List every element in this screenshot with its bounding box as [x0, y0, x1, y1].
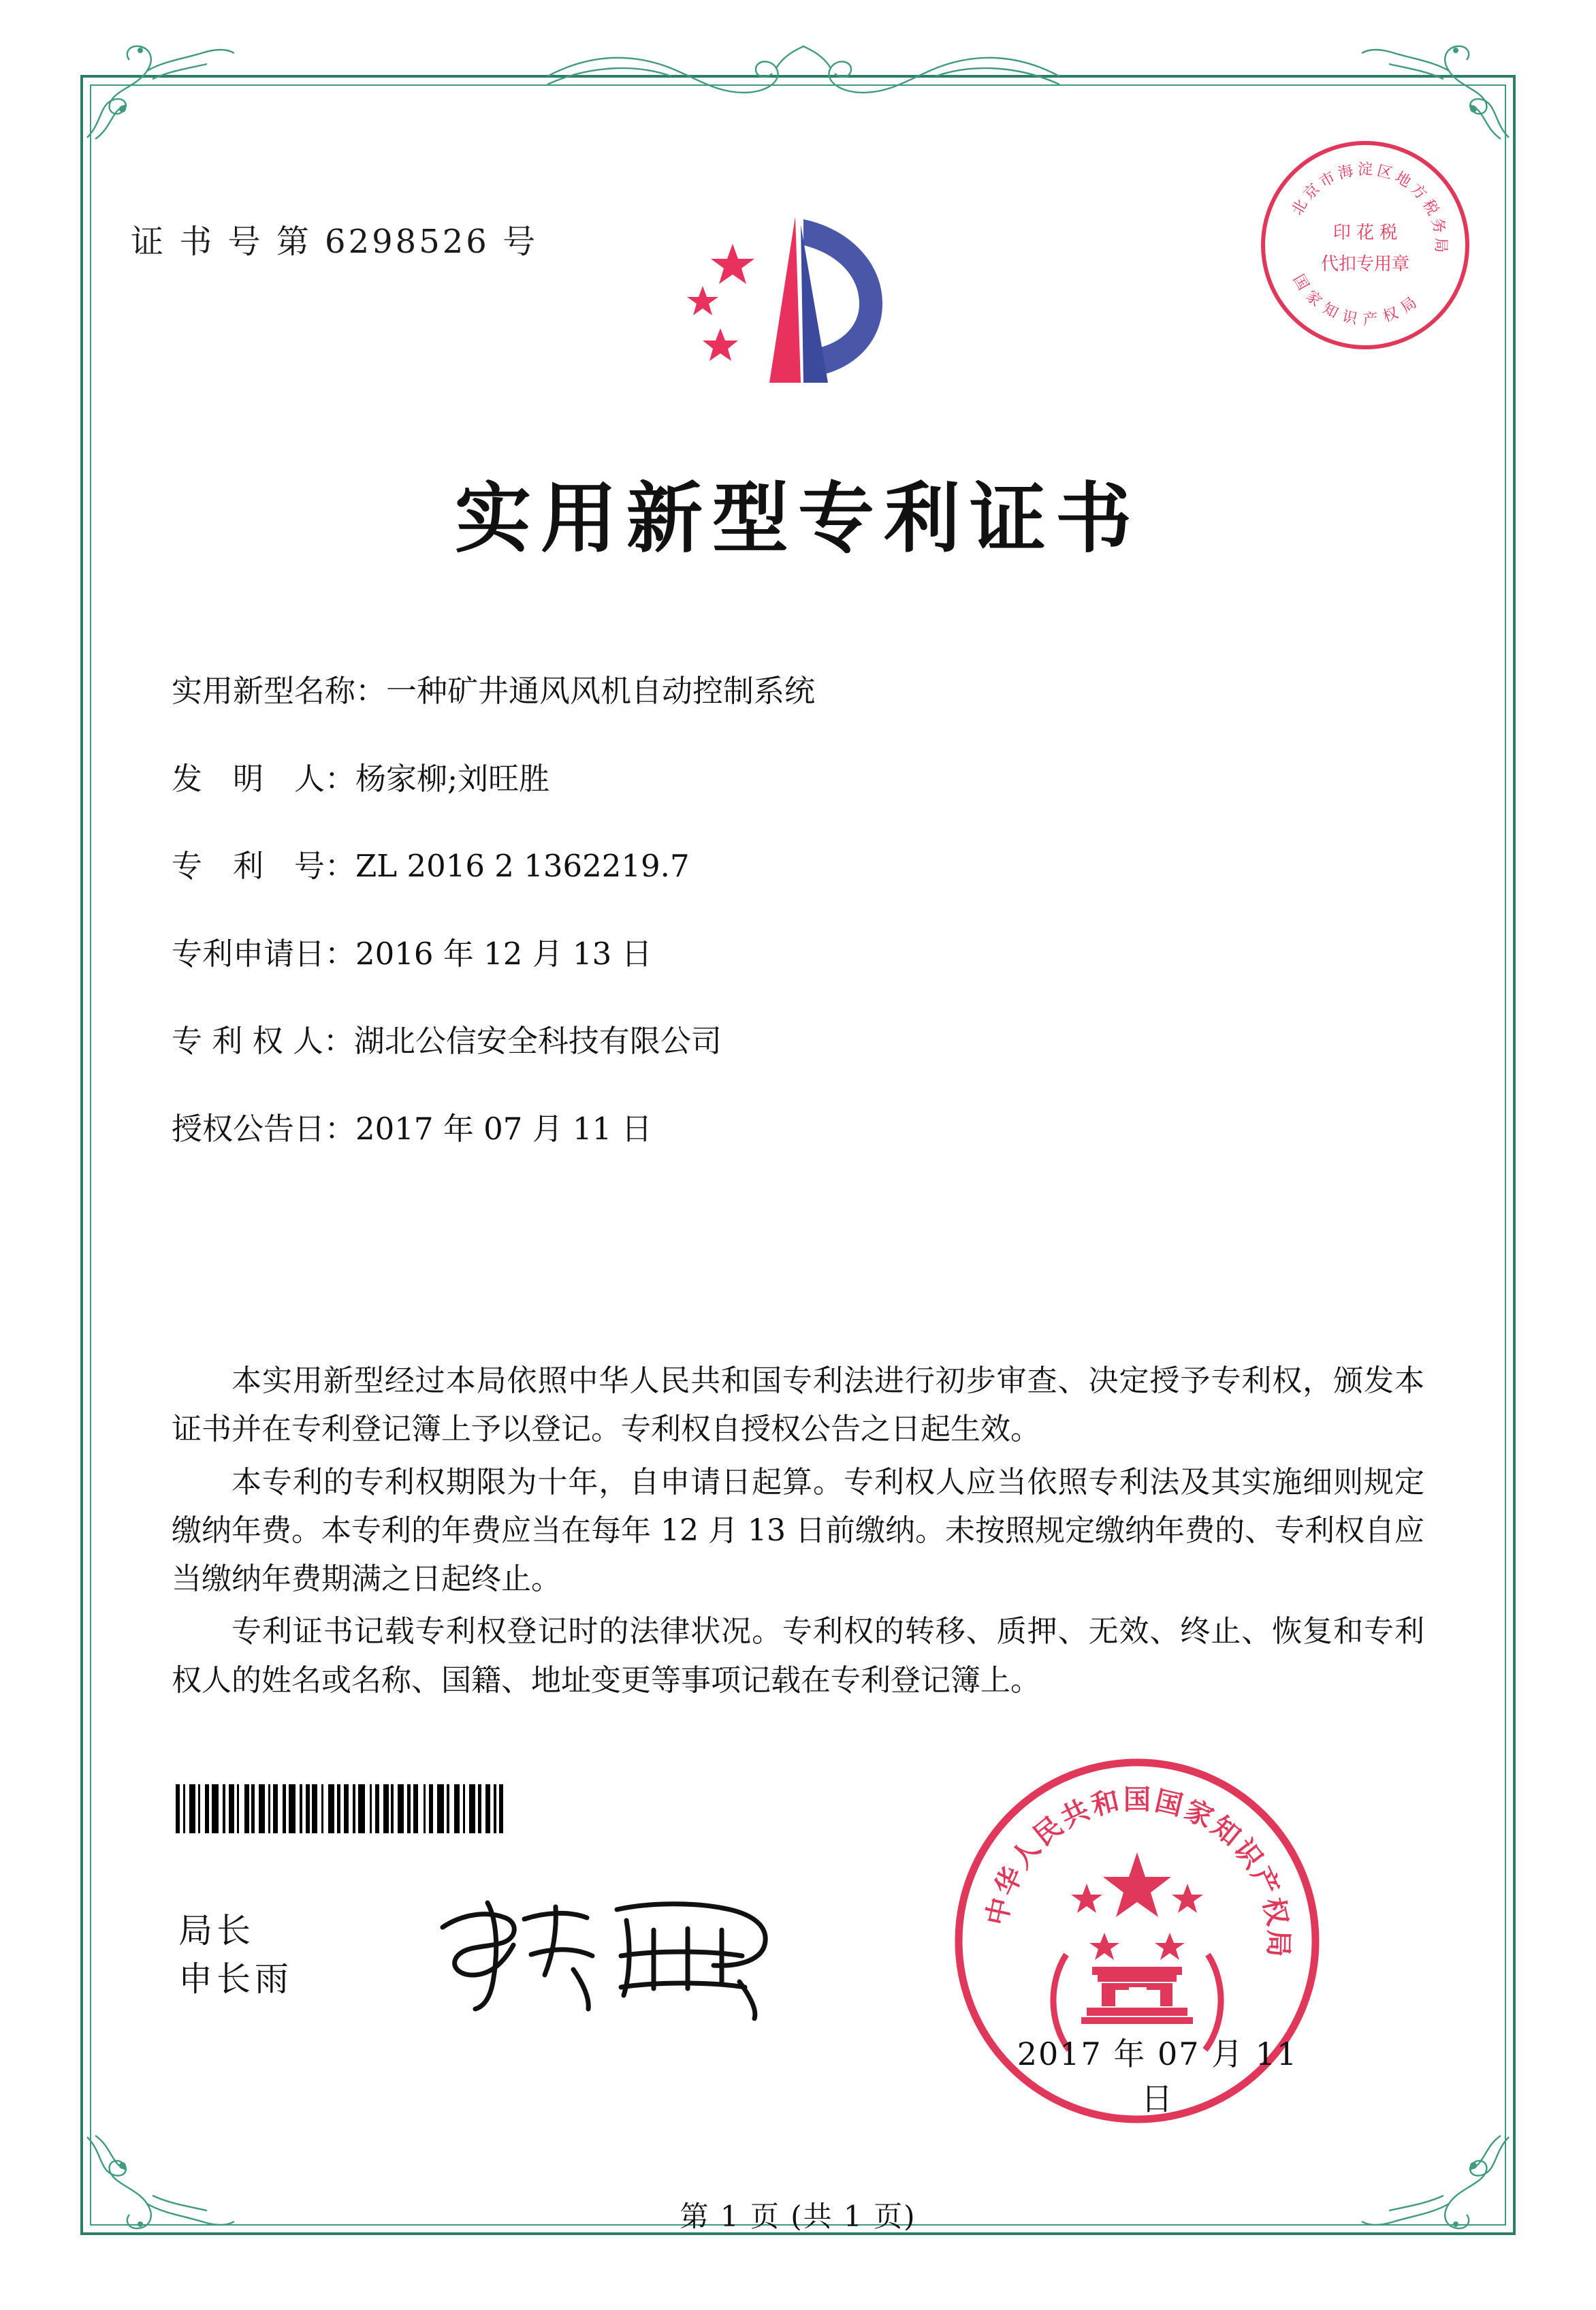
svg-text:识: 识 — [1227, 1833, 1270, 1875]
svg-text:华: 华 — [989, 1862, 1030, 1901]
field-label: 专利申请日： — [172, 935, 356, 972]
commissioner-title: 局长 — [178, 1911, 255, 1950]
paragraph: 专利证书记载专利权登记时的法律状况。专利权的转移、质押、无效、终止、恢复和专利权人的姓名或名称、国籍、地址变更等事项记载在专利登记簿上。 — [172, 1614, 1424, 1698]
svg-text:印 花 税: 印 花 税 — [1332, 223, 1398, 243]
barcode — [176, 1784, 625, 1833]
svg-text:共: 共 — [1055, 1793, 1095, 1835]
svg-text:国: 国 — [1289, 271, 1312, 294]
sipo-logo-icon — [667, 204, 912, 409]
field-value: 一种矿井通风风机自动控制系统 — [386, 673, 816, 709]
svg-text:人: 人 — [1004, 1833, 1047, 1875]
field-value: 杨家柳;刘旺胜 — [355, 760, 550, 797]
field-inventor — [172, 762, 1411, 796]
field-value: 2016 年 12 月 13 日 — [355, 935, 652, 972]
svg-text:权: 权 — [1380, 304, 1401, 326]
field-label: 发 明 人： — [172, 760, 356, 797]
seal-date: 2017 年 07 月 11 日 — [1017, 2036, 1298, 2117]
svg-text:识: 识 — [1340, 308, 1359, 328]
handwritten-signature-icon — [422, 1880, 803, 2023]
svg-text:国: 国 — [1123, 1784, 1151, 1816]
corner-flourish-icon — [1358, 41, 1514, 143]
svg-text:家: 家 — [1302, 287, 1325, 311]
svg-text:产: 产 — [1245, 1862, 1286, 1901]
svg-text:代扣专用章: 代扣专用章 — [1320, 254, 1410, 274]
svg-text:京: 京 — [1300, 180, 1324, 204]
field-patent-number — [172, 849, 1411, 883]
svg-text:地: 地 — [1392, 168, 1414, 191]
field-label: 实用新型名称： — [172, 673, 387, 709]
field-value: 湖北公信安全科技有限公司 — [353, 1023, 722, 1059]
svg-text:中: 中 — [980, 1895, 1018, 1929]
page-title: 实用新型专利证书 — [455, 474, 1141, 563]
svg-text:知: 知 — [1320, 300, 1341, 322]
svg-text:北: 北 — [1288, 196, 1311, 219]
field-label: 专 利 号： — [172, 848, 356, 884]
svg-text:海: 海 — [1336, 162, 1356, 183]
svg-text:市: 市 — [1316, 168, 1339, 191]
field-value: 2017 年 07 月 11 日 — [355, 1110, 652, 1147]
stamp-duty-seal — [1256, 136, 1474, 354]
svg-text:产: 产 — [1362, 310, 1379, 329]
field-list — [172, 674, 1411, 1199]
commissioner-name: 申长雨 — [178, 1959, 293, 1999]
legal-text — [172, 1357, 1424, 1709]
field-label: 专 利 权 人： — [172, 1023, 354, 1059]
field-utility-model-name — [172, 674, 1411, 708]
svg-text:务: 务 — [1427, 216, 1448, 236]
field-grant-announcement-date — [172, 1112, 1411, 1146]
svg-text:家: 家 — [1179, 1793, 1219, 1835]
page-footer: 第 1 页 (共 1 页) — [680, 2200, 916, 2233]
paragraph: 本专利的专利权期限为十年，自申请日起算。专利权人应当依照专利法及其实施细则规定缴纳年费。本专利的年费应当在每年 12 月 13 日前缴纳。未按照规定缴纳年费的、专利权自应当缴纳年费期满之日起终止。 — [172, 1464, 1424, 1597]
svg-text:局: 局 — [1398, 294, 1420, 317]
field-application-date — [172, 937, 1411, 971]
svg-text:方: 方 — [1407, 180, 1430, 204]
svg-text:税: 税 — [1419, 196, 1442, 219]
field-patentee — [172, 1024, 1411, 1058]
field-label: 授权公告日： — [172, 1110, 356, 1147]
svg-text:权: 权 — [1256, 1895, 1294, 1929]
svg-text:局: 局 — [1432, 237, 1449, 253]
top-border-flourish-icon — [545, 39, 1062, 114]
svg-text:区: 区 — [1375, 162, 1394, 183]
svg-text:知: 知 — [1205, 1809, 1247, 1852]
svg-text:民: 民 — [1027, 1809, 1069, 1852]
corner-flourish-icon — [82, 41, 238, 143]
paragraph: 本实用新型经过本局依照中华人民共和国专利法进行初步审查、决定授予专利权，颁发本证书并在专利登记簿上予以登记。专利权自授权公告之日起生效。 — [172, 1363, 1424, 1447]
certificate-number: 证 书 号 第 6298526 号 — [131, 223, 539, 261]
svg-text:和: 和 — [1088, 1784, 1123, 1822]
svg-text:国: 国 — [1151, 1784, 1186, 1822]
field-value: ZL 2016 2 1362219.7 — [355, 848, 690, 884]
svg-text:局: 局 — [1262, 1929, 1295, 1958]
signature-block — [178, 1907, 293, 2004]
svg-text:淀: 淀 — [1357, 161, 1373, 178]
